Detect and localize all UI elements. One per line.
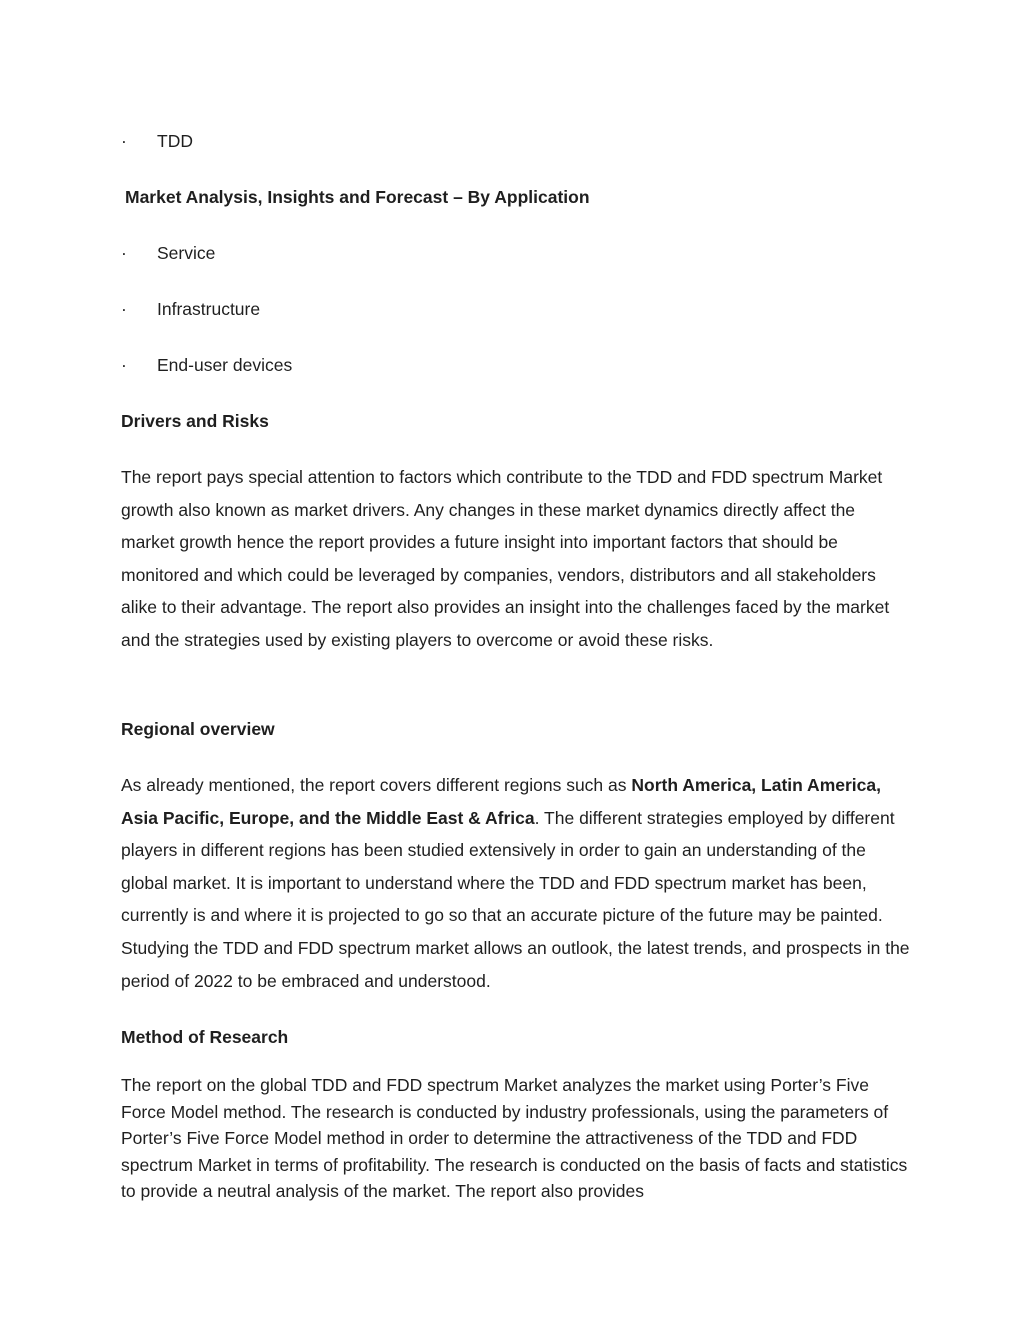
regional-text-pre: As already mentioned, the report covers different regions such as [121,775,632,795]
list-item [121,129,193,153]
list-item [121,241,215,265]
list-item [121,297,260,321]
drivers-paragraph: The report pays special attention to factors which contribute to the TDD and FDD spectrum Market growth also known as market drivers. Any changes in these market dynamics directly affect the market growth hence the report provides a future insight into important factors that should be monitored and which could be leveraged by companies, vendors, distributors and all stakeholders alike to their advantage. The report also provides an insight into the challenges faced by the market and the strategies used by existing players to overcome or avoid these risks. [121,467,890,650]
bullet-marker: · [121,299,127,319]
regional-text-post: . The different strategies employed by different players in different regions has been studied extensively in order to gain an understanding of the global market. It is important to understand where the TDD and FDD spectrum market has been, currently is and where it is projected to go so that an accurate picture of the future may be painted. Studying the TDD and FDD spectrum market allows an outlook, the latest trends, and prospects in the period of 2022 to be embraced and understood. [121,807,910,991]
bullet-marker: · [121,243,127,263]
list-item-label: End-user devices [157,355,293,375]
application-heading: Market Analysis, Insights and Forecast – By Application [125,187,590,207]
regional-heading: Regional overview [121,719,275,739]
regional-paragraph [121,769,911,997]
regional-regions-list: North America, Latin America, Asia Pacific, Europe, and the Middle East & Africa [121,775,881,828]
bullet-marker: · [121,131,127,151]
list-item-label: TDD [157,131,193,151]
drivers-heading: Drivers and Risks [121,411,269,431]
list-item-label: Infrastructure [157,299,261,319]
method-paragraph: The report on the global TDD and FDD spectrum Market analyzes the market using Porter’s Five Force Model method. The research is conducted by industry professionals, using the parameters of Porter’s Five Force Model method in order to determine the attractiveness of the TDD and FDD spectrum Market in terms of profitability. The research is conducted on the basis of facts and statistics to provide a neutral analysis of the market. The report also provides [121,1075,908,1201]
list-item-label: Service [157,243,216,263]
bullet-marker: · [121,355,127,375]
method-heading: Method of Research [121,1027,289,1047]
list-item [121,353,292,377]
